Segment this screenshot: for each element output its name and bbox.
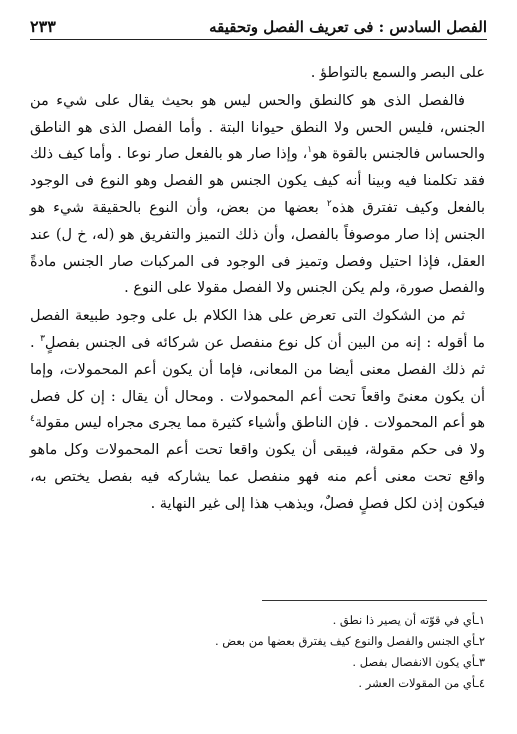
paragraph xyxy=(30,303,485,517)
running-header xyxy=(30,10,487,40)
paragraph xyxy=(30,60,485,87)
footnote-marker: ٢ xyxy=(326,199,332,210)
footnote-marker: ١ xyxy=(307,145,313,156)
chapter-title: الفصل السادس : فى تعريف الفصل وتحقيقه xyxy=(209,18,487,36)
paragraph xyxy=(30,88,485,302)
footnote-divider xyxy=(262,600,487,601)
footnote-marker: ٣ xyxy=(40,334,45,345)
text-run: . ثم ذلك الفصل معنى أيضا من المعانى، فإما أن يكون أعم المحمولات، وإما أن يكون معنىً واقعاً تحت أعم المحمولات . ومحال أن يقال : إن كل فصل هو أعم المحمولات . فإن الناطق وأشياء كثيرة مما يجرى مجراه ليس مقولة xyxy=(30,334,485,432)
footnotes xyxy=(30,610,485,694)
text-run: بعضها من بعض، وأن النوع بالحقيقة شيء هو الجنس إذا صار موصوفاً بالفصل، وأن ذلك التميز والتفريق هو (له، خ ل) عند العقل، فإذا احتيل وفصل وتميز فى الوجود فى المركبات صار الجنس مادةً والفصل صورة، ولم يكن الجنس ولا الفصل مقولا على النوع . xyxy=(30,199,485,297)
text-run: فالفصل الذى هو كالنطق والحس ليس هو بحيث يقال على شيء من الجنس، فليس الحس ولا النطق حيوانا البتة . وأما الفصل الذى هو الناطق والحساس فالجنس بالقوة هو xyxy=(30,92,485,163)
footnote-3: ٣ـأي يكون الانفصال بفصل . xyxy=(352,655,485,669)
footnote-1: ١ـأي في قوّته أن يصير ذا نطق . xyxy=(332,613,485,627)
text-run: ثم من الشكوك التى تعرض على هذا الكلام بل على وجود طبيعة الفصل ما أقوله : إنه من البين أن كل نوع منفصل عن شركائه فى الجنس بفصلٍ xyxy=(30,308,486,351)
main-text xyxy=(30,60,485,518)
footnote-2: ٢ـأي الجنس والفصل والنوع كيف يفترق بعضها من بعض . xyxy=(214,634,485,648)
text-run: ولا فى حكم مقولة، فيبقى أن يكون واقعا تحت أعم المحمولات وكل ماهو واقع تحت معنى أعم منه فهو منفصل عما يشاركه فيه بفصل يختص به، فيكون إذن لكل فصلٍ فصلٌ، ويذهب هذا إلى غير النهاية . xyxy=(30,442,485,512)
text-run: على البصر والسمع بالتواطؤ . xyxy=(310,65,485,81)
text-run: ، وإذا صار هو بالفعل صار نوعا . وأما كيف ذلك فقد تكلمنا فيه وبينا أنه كيف يكون الجنس هو الفصل وهو النوع فى الوجود بالفعل وكيف تفترق هذه xyxy=(30,146,485,216)
footnote-4: ٤ـأي من المقولات العشر . xyxy=(358,676,485,690)
page-number: ٢٣٣ xyxy=(30,17,56,36)
footnote-marker: ٤ xyxy=(30,414,35,425)
